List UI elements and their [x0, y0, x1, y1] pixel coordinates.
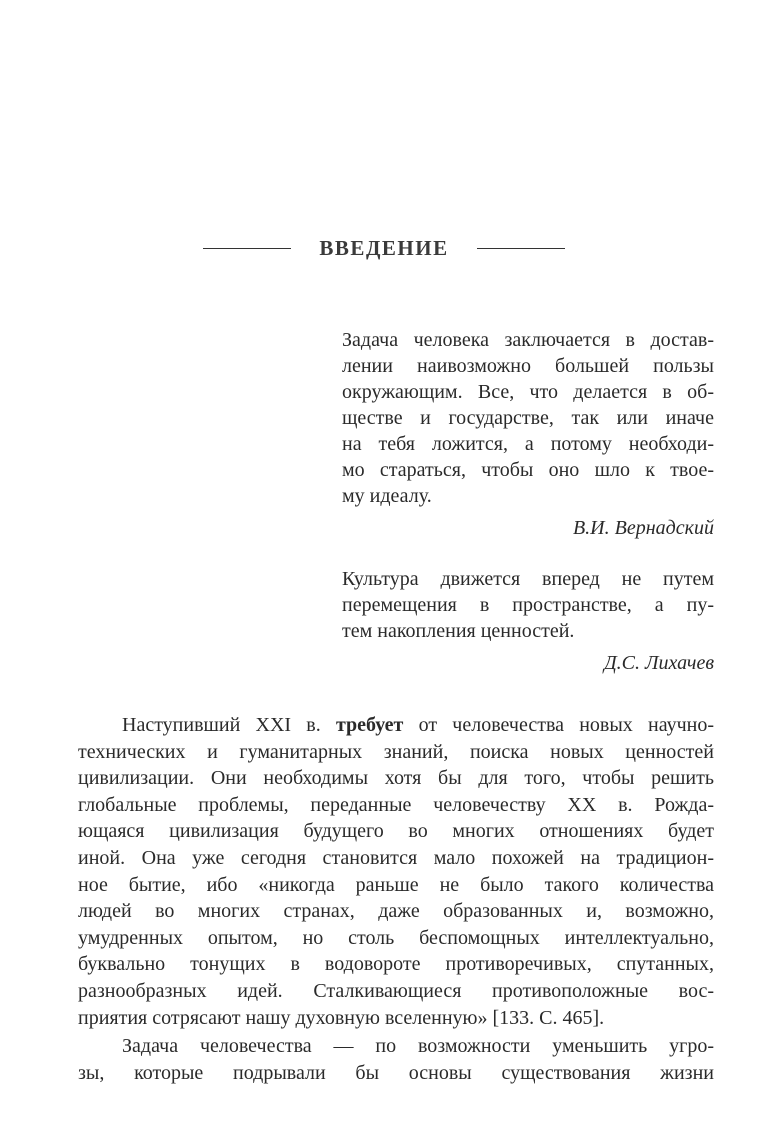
paragraph — [78, 712, 714, 1031]
epigraph-line: мо стараться, чтобы оно шло к твое- — [342, 459, 714, 481]
page-title: ВВЕДЕНИЕ — [319, 236, 449, 260]
epigraph-line: тем накопления ценностей. — [342, 620, 575, 642]
paragraph-line: зы, которые подрывали бы основы существования жизни — [78, 1061, 714, 1084]
epigraph-line: му идеалу. — [342, 485, 432, 507]
epigraph-line: лении наивозможно большей пользы — [342, 355, 714, 377]
heading-rule-left — [203, 248, 291, 249]
body-text — [78, 712, 714, 1086]
paragraph-line: технических и гуманитарных знаний, поиска новых ценностей — [78, 740, 714, 763]
heading-rule-right — [477, 248, 565, 249]
paragraph-line: ное бытие, ибо «никогда раньше не было такого количества — [78, 873, 714, 896]
paragraph-line: буквально тонущих в водовороте противоречивых, спутанных, — [78, 953, 714, 976]
paragraph — [78, 1033, 714, 1086]
epigraph-line: перемещения в пространстве, а пу- — [342, 594, 714, 616]
paragraph-line: ющаяся цивилизация будущего во многих отношениях будет — [78, 820, 714, 843]
epigraph-author: В.И. Вернадский — [572, 517, 714, 539]
section-heading — [0, 236, 768, 261]
paragraph-line: приятия сотрясают нашу духовную вселенную» [133. С. 465]. — [78, 1006, 605, 1029]
epigraph-line: окружающим. Все, что делается в об- — [342, 381, 714, 403]
paragraph-first-line: Наступивший XXI в. требует от человечества новых научно- — [122, 714, 714, 736]
paragraph-line: глобальные проблемы, переданные человечеству XX в. Рожда- — [78, 793, 714, 816]
epigraph-line: Задача человека заключается в достав- — [342, 329, 714, 351]
epigraph-vernadsky — [342, 327, 714, 541]
paragraph-line: иной. Она уже сегодня становится мало похожей на традицион- — [78, 846, 714, 869]
emphasis: требует — [335, 714, 404, 736]
paragraph-line: разнообразных идей. Сталкивающиеся противоположные вос- — [78, 979, 714, 1002]
paragraph-line: Задача человечества — по возможности уменьшить угро- — [122, 1035, 714, 1058]
paragraph-line: цивилизации. Они необходимы хотя бы для того, чтобы решить — [78, 767, 714, 790]
paragraph-line: людей во многих странах, даже образованных и, возможно, — [78, 900, 714, 923]
paragraph-line: умудренных опытом, но столь беспомощных интеллектуально, — [78, 926, 714, 949]
epigraph-likhachev — [342, 566, 714, 676]
epigraph-line: на тебя ложится, а потому необходи- — [342, 433, 714, 455]
epigraph-line: Культура движется вперед не путем — [342, 568, 714, 590]
epigraph-author: Д.С. Лихачев — [603, 652, 714, 674]
epigraph-line: ществе и государстве, так или иначе — [342, 407, 714, 429]
